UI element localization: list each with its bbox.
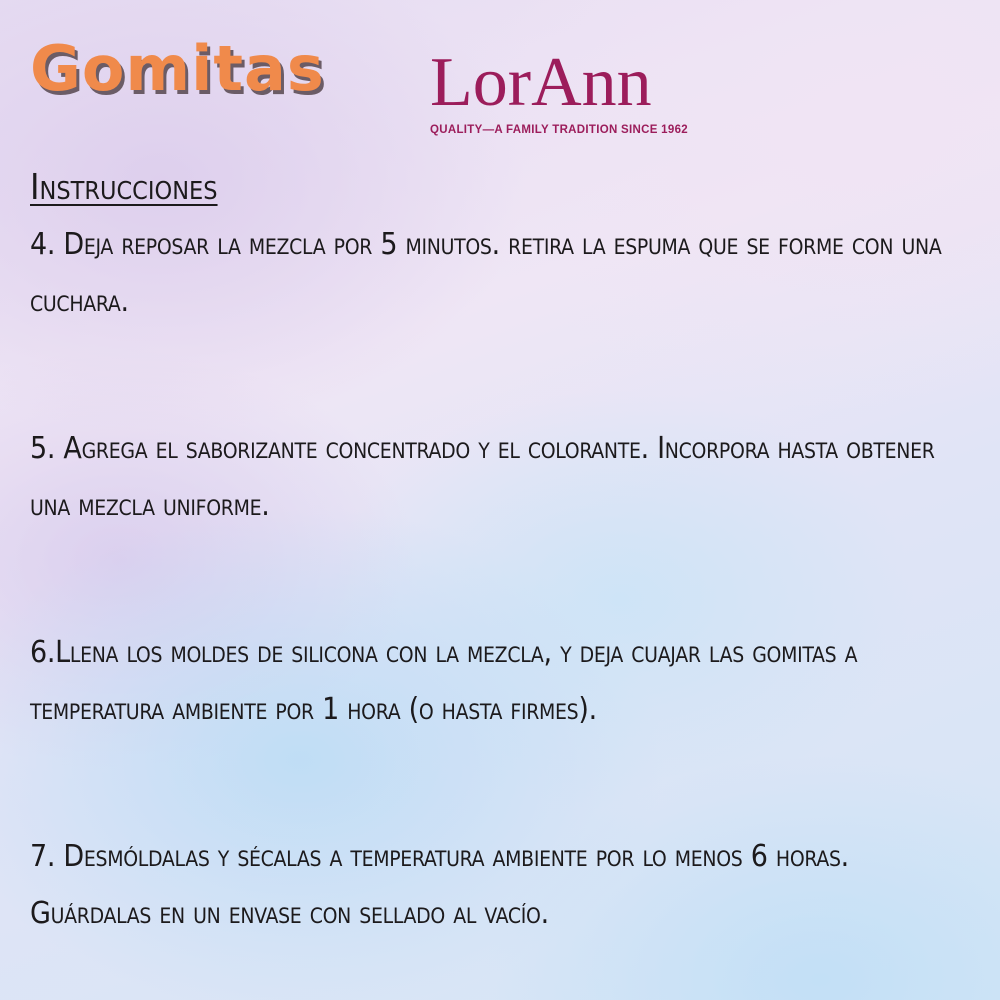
instructions-section bbox=[30, 168, 975, 942]
brand-logo bbox=[430, 44, 726, 136]
brand-name: LorAnn bbox=[430, 44, 652, 121]
step-7: 7. Desmóldalas y sécalas a temperatura ambiente por lo menos 6 horas. Guárdalas en un envase con sellado al vacío. bbox=[30, 838, 849, 931]
step-4: 4. Deja reposar la mezcla por 5 minutos. retira la espuma que se forme con una cuchara. bbox=[30, 226, 942, 319]
steps-list bbox=[30, 216, 975, 942]
page-title: Gomitas bbox=[30, 32, 325, 105]
step-5: 5. Agrega el saborizante concentrado y el colorante. Incorpora hasta obtener una mezcla uniforme. bbox=[30, 430, 935, 523]
section-heading: Instrucciones bbox=[30, 167, 218, 208]
brand-tagline: QUALITY—A FAMILY TRADITION SINCE 1962 bbox=[430, 124, 688, 136]
step-6: 6.Llena los moldes de silicona con la mezcla, y deja cuajar las gomitas a temperatura ambiente por 1 hora (o hasta firmes). bbox=[30, 634, 858, 727]
